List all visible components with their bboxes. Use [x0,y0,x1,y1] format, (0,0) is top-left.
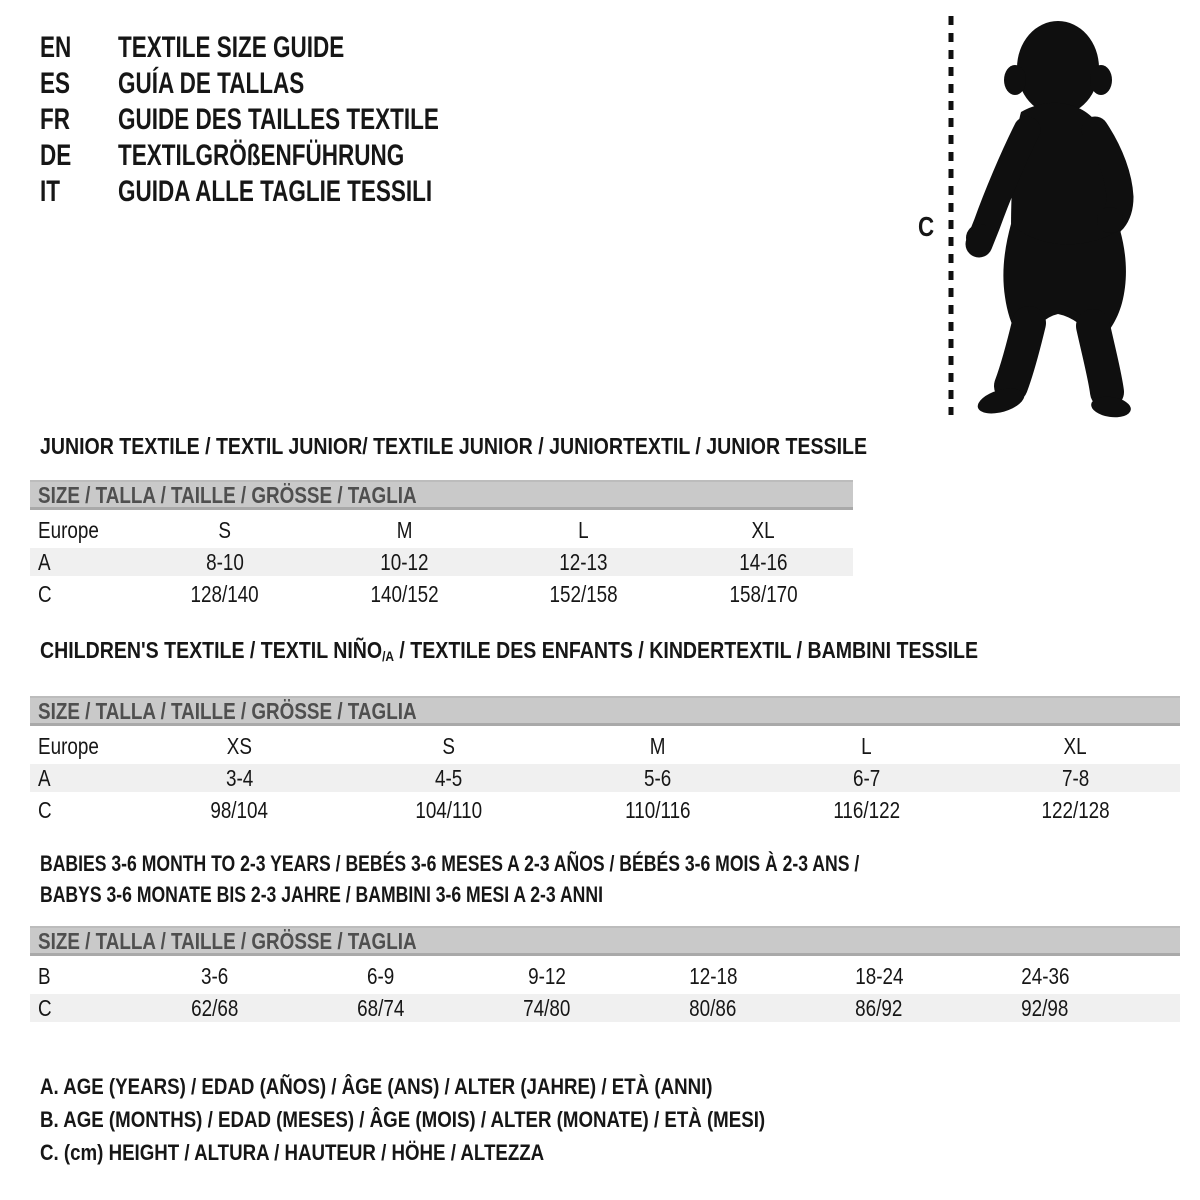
value-cell: 5-6 [643,764,672,791]
value-cell: 4-5 [434,764,463,791]
toddler-silhouette [966,21,1132,420]
value-cell: 9-12 [528,962,566,989]
language-header [40,30,572,210]
value-cell: 68/74 [357,994,405,1021]
table-row [30,764,1180,792]
value-cell: 158/170 [729,580,798,607]
value-cell: 92/98 [1021,994,1069,1021]
row-label-cell: Europe [38,516,99,543]
height-figure [940,8,1160,428]
value-cell: 128/140 [190,580,259,607]
row-label-cell: C [38,994,52,1021]
section-childrens-textile [30,638,1180,828]
table-row [30,994,1180,1022]
value-cell: S [218,516,232,543]
value-cell: 7-8 [1061,764,1090,791]
table-row [30,548,853,576]
language-code: EN [40,31,72,64]
value-cell: 110/116 [624,796,691,823]
size-header-bar: SIZE / TALLA / TAILLE / GRÖSSE / TAGLIA [30,480,853,510]
table-row [30,580,853,608]
babies-size-table [30,962,1180,1022]
row-label-cell: Europe [38,732,99,759]
value-cell: 104/110 [415,796,482,823]
value-cell: 62/68 [191,994,239,1021]
table-row [30,516,853,544]
height-label: C [918,211,935,242]
value-cell: 10-12 [380,548,429,575]
section-title: BABIES 3-6 MONTH TO 2-3 YEARS / BEBÉS 3-6 MESES A 2-3 AÑOS / BÉBÉS 3-6 MOIS À 2-3 ANS / BABYS 3-6 MONATE BIS 2-3 JAHRE / BAMBINI 3-6 MESI A 2-3 ANNI [40,851,860,907]
language-label: GUIDA ALLE TAGLIE TESSILI [118,175,433,208]
language-label: TEXTILGRÖßENFÜHRUNG [118,139,405,172]
value-cell: L [578,516,589,543]
row-label-cell: C [38,580,52,607]
value-cell: L [861,732,872,759]
section-babies-textile [30,848,1180,1026]
children-size-table [30,732,1180,824]
value-cell: 3-6 [201,962,229,989]
value-cell: 6-7 [852,764,881,791]
note-line: C. (cm) HEIGHT / ALTURA / HAUTEUR / HÖHE / ALTEZZA [40,1140,545,1165]
size-header-bar: SIZE / TALLA / TAILLE / GRÖSSE / TAGLIA [30,696,1180,726]
value-cell: S [442,732,455,759]
value-cell: M [649,732,666,759]
table-row [30,962,1180,990]
value-cell: 8-10 [205,548,244,575]
row-label-cell: B [38,962,51,989]
junior-size-table [30,516,853,608]
value-cell: 98/104 [210,796,269,823]
row-label-cell: A [38,548,51,575]
language-code: ES [40,67,71,100]
language-row [40,138,572,174]
language-row [40,102,572,138]
table-row [30,796,1180,824]
legend-notes [40,1070,893,1169]
table-row [30,732,1180,760]
size-header-bar: SIZE / TALLA / TAILLE / GRÖSSE / TAGLIA [30,926,1180,956]
value-cell: 122/128 [1041,796,1110,823]
value-cell: M [396,516,413,543]
row-label-cell: C [38,796,52,823]
value-cell: XS [226,732,253,759]
note-line: B. AGE (MONTHS) / EDAD (MESES) / ÂGE (MOIS) / ALTER (MONATE) / ETÀ (MESI) [40,1107,766,1132]
nino-a-subscript: /A [382,648,394,664]
language-row [40,174,572,210]
value-cell: 74/80 [523,994,571,1021]
note-line: A. AGE (YEARS) / EDAD (AÑOS) / ÂGE (ANS) / ALTER (JAHRE) / ETÀ (ANNI) [40,1074,713,1099]
language-label: TEXTILE SIZE GUIDE [118,31,345,64]
value-cell: 80/86 [689,994,737,1021]
value-cell: 116/122 [833,796,900,823]
section-title: JUNIOR TEXTILE / TEXTIL JUNIOR/ TEXTILE JUNIOR / JUNIORTEXTIL / JUNIOR TESSILE [40,433,868,459]
language-code: FR [40,103,70,136]
value-cell: 6-9 [367,962,395,989]
value-cell: 12-18 [688,962,738,989]
value-cell: XL [1063,732,1088,759]
value-cell: 18-24 [854,962,904,989]
value-cell: 14-16 [739,548,788,575]
language-label: GUÍA DE TALLAS [118,67,305,100]
value-cell: 12-13 [559,548,608,575]
section-title: CHILDREN'S TEXTILE / TEXTIL $NIÑO_{/A}$ / TEXTILE DES ENFANTS / KINDERTEXTIL / BAMBINI TESSILE [40,637,979,664]
language-code: IT [40,175,61,208]
value-cell: 3-4 [225,764,254,791]
language-label: GUIDE DES TAILLES TEXTILE [118,103,439,136]
section-junior-textile [30,433,868,612]
language-row [40,66,572,102]
value-cell: XL [751,516,775,543]
language-code: DE [40,139,72,172]
language-row [40,30,572,66]
value-cell: 24-36 [1020,962,1070,989]
value-cell: 86/92 [855,994,903,1021]
value-cell: 140/152 [370,580,439,607]
value-cell: 152/158 [549,580,618,607]
row-label-cell: A [38,764,51,791]
